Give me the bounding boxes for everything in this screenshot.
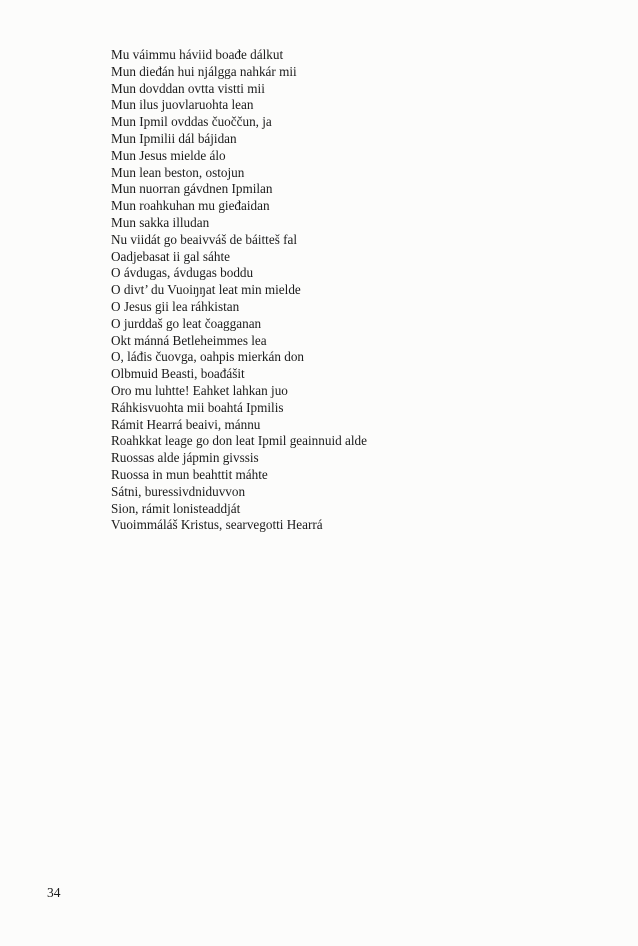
index-line: Ráhkisvuohta mii boahtá Ipmilis [111, 399, 284, 415]
index-line: Roahkkat leage go don leat Ipmil geainnuid alde [111, 433, 367, 449]
index-line: Ruossa in mun beahttit máhte [111, 466, 268, 482]
index-line: Sion, rámit lonisteaddját [111, 500, 241, 516]
index-line: Mun ilus juovlaruohta lean [111, 97, 254, 113]
index-line: Mun Jesus mielde álo [111, 147, 226, 163]
index-line: O jurddaš go leat čoagganan [111, 315, 262, 331]
index-line: O, láđis čuovga, oahpis mierkán don [111, 349, 305, 365]
index-line: Oadjebasat ii gal sáhte [111, 248, 231, 264]
index-line: Mu váimmu háviid boađe dálkut [111, 47, 284, 62]
hymn-index-list [111, 47, 367, 534]
index-line: Rámit Hearrá beaivi, mánnu [111, 416, 261, 432]
index-line: Mun sakka illudan [111, 214, 210, 230]
index-line: O Jesus gii lea ráhkistan [111, 298, 240, 314]
index-line: Mun lean beston, ostojun [111, 164, 245, 180]
index-line: Vuoimmáláš Kristus, searvegotti Hearrá [111, 517, 323, 533]
index-line: Mun dovddan ovtta vistti mii [111, 80, 265, 96]
index-line: O divt’ du Vuoiŋŋat leat min mielde [111, 282, 301, 298]
index-line: Mun Ipmil ovddas čuoččun, ja [111, 114, 272, 130]
index-line: Mun roahkuhan mu gieđaidan [111, 198, 270, 214]
index-line: Olbmuid Beasti, boađášit [111, 366, 245, 382]
page-number: 34 [47, 885, 61, 900]
index-line: Okt mánná Betleheimmes lea [111, 332, 267, 348]
index-line: Ruossas alde jápmin givssis [111, 450, 259, 466]
index-line: O ávdugas, ávdugas boddu [111, 265, 254, 281]
index-line: Mun Ipmilii dál bájidan [111, 130, 237, 146]
index-line: Sátni, buressivdniduvvon [111, 483, 246, 499]
index-line: Nu viidát go beaivváš de báitteš fal [111, 231, 298, 247]
index-line: Mun nuorran gávdnen Ipmilan [111, 181, 273, 197]
index-line: Oro mu luhtte! Eahket lahkan juo [111, 382, 288, 398]
index-line: Mun dieđán hui njálgga nahkár mii [111, 63, 297, 79]
